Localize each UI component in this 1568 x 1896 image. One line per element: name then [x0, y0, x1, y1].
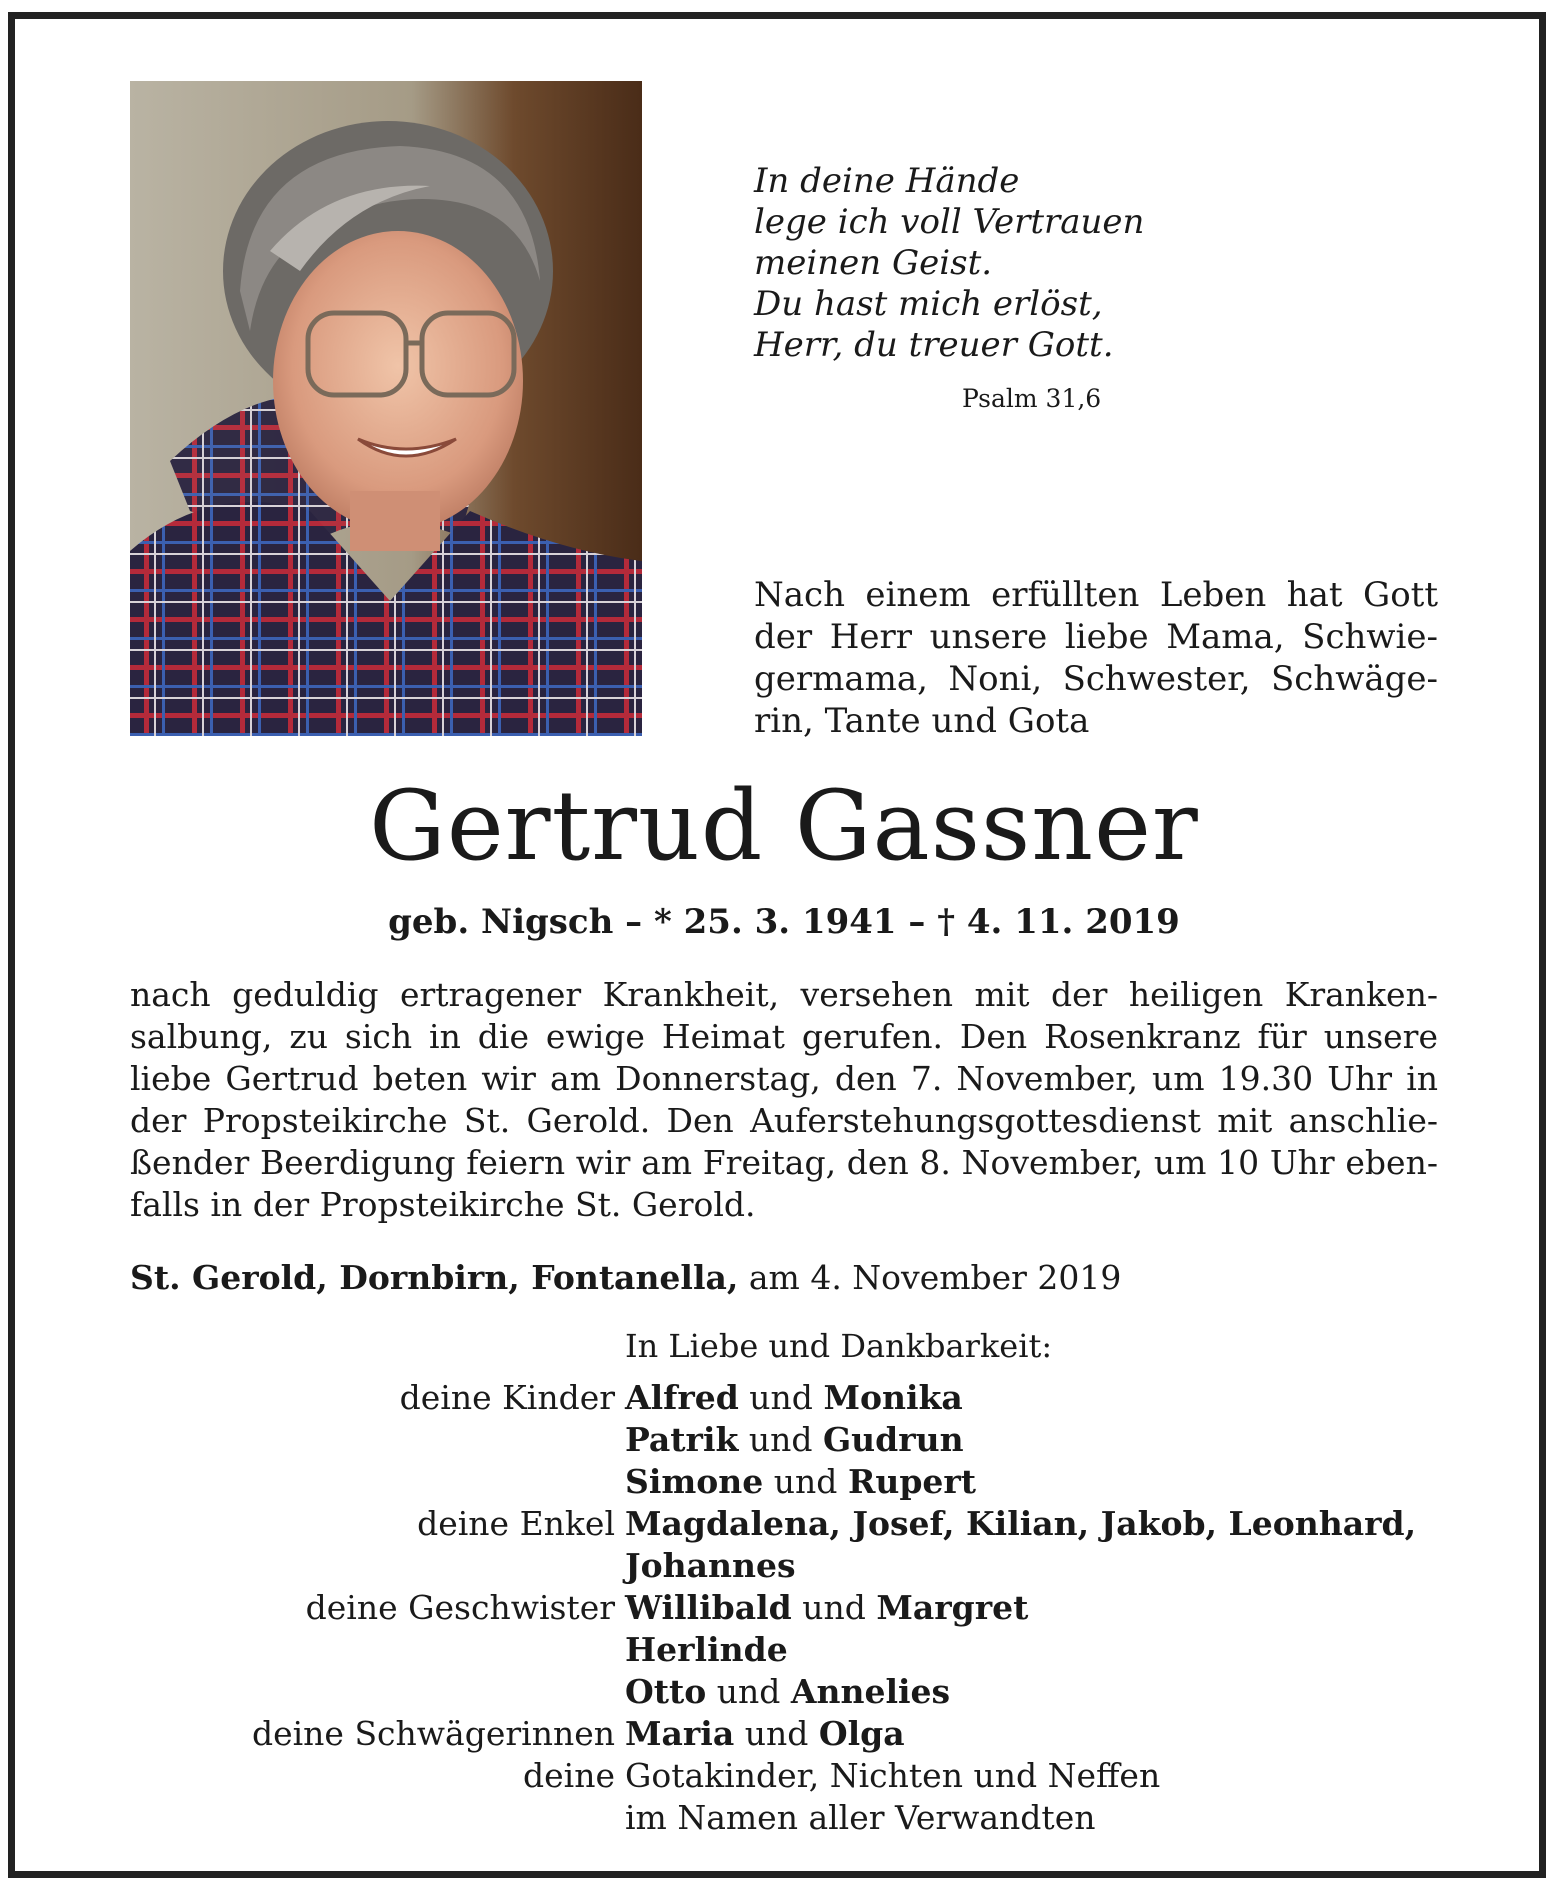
sig-name: Johannes [625, 1546, 796, 1585]
quote-line: lege ich voll Vertrauen [754, 202, 1145, 242]
sig-name: Rupert [847, 1462, 977, 1501]
sig-name: Herlinde [625, 1630, 788, 1669]
body-line: liebe Gertrud beten wir am Donnerstag, den 7. November, um 19.30 Uhr in [130, 1059, 1438, 1098]
sig-names: im Namen aller Verwandten [625, 1798, 1096, 1837]
intro-line: der Herr unsere liebe Mama, Schwie- [754, 617, 1438, 657]
sig-name: Olga [818, 1714, 905, 1753]
sig-names [625, 1671, 950, 1713]
intro-text [754, 574, 1438, 742]
sig-names [625, 1503, 1416, 1545]
sig-label: deine Schwägerinnen [251, 1714, 615, 1753]
sig-name: Annelies [790, 1672, 951, 1711]
sig-row [130, 1461, 1440, 1503]
body-line: ßender Beerdigung feiern wir am Freitag, den 8. November, um 10 Uhr eben- [130, 1143, 1438, 1182]
sig-name: Magdalena, Josef, Kilian, Jakob, Leonhard, [625, 1504, 1417, 1543]
sig-conj: und [716, 1672, 781, 1711]
sig-names [625, 1587, 1028, 1629]
sig-names [625, 1461, 976, 1503]
sig-row [130, 1545, 1440, 1587]
sig-names [625, 1545, 796, 1587]
sig-names: Gotakinder, Nichten und Neffen [625, 1756, 1161, 1795]
quote-line: Du hast mich erlöst, [754, 284, 1103, 324]
place-date-text: am 4. November 2019 [748, 1258, 1122, 1297]
signatures [130, 1377, 1440, 1839]
body-line: der Propsteikirche St. Gerold. Den Auferstehungsgottesdienst mit anschlie- [130, 1101, 1438, 1140]
sig-label: deine Kinder [399, 1378, 615, 1417]
sig-row [130, 1419, 1440, 1461]
sig-label-empty [130, 1419, 625, 1461]
quote-line: Herr, du treuer Gott. [754, 325, 1114, 365]
sig-row-enkel [130, 1503, 1440, 1545]
place-locations: St. Gerold, Dornbirn, Fontanella, [130, 1258, 739, 1297]
sig-name: Willibald [625, 1588, 792, 1627]
sig-conj: und [744, 1714, 809, 1753]
sig-label-empty [130, 1461, 625, 1503]
sig-conj: und [748, 1420, 813, 1459]
sig-names [625, 1419, 964, 1461]
sig-names [625, 1713, 905, 1755]
sig-row [130, 1797, 1440, 1839]
body-line: nach geduldig ertragener Krankheit, versehen mit der heiligen Kranken- [130, 975, 1438, 1014]
sig-label: deine Geschwister [305, 1588, 615, 1627]
announcement-text [130, 974, 1438, 1226]
psalm-quote [754, 161, 1144, 366]
sig-name: Gudrun [822, 1420, 964, 1459]
intro-line: Nach einem erfüllten Leben hat Gott [754, 575, 1438, 615]
sig-row-deine [130, 1755, 1440, 1797]
sig-conj: und [749, 1378, 813, 1417]
sig-row-kinder [130, 1377, 1440, 1419]
sig-name: Simone [625, 1462, 764, 1501]
body-line: falls in der Propsteikirche St. Gerold. [130, 1185, 756, 1224]
sig-name: Monika [823, 1378, 963, 1417]
sig-conj: und [773, 1462, 838, 1501]
closing-phrase: In Liebe und Dankbarkeit: [625, 1327, 1053, 1365]
portrait-photo [130, 81, 642, 736]
body-line: salbung, zu sich in die ewige Heimat gerufen. Den Rosenkranz für unsere [130, 1017, 1438, 1056]
sig-name: Alfred [625, 1378, 739, 1417]
quote-source: Psalm 31,6 [962, 384, 1102, 413]
sig-names [625, 1629, 788, 1671]
sig-label-empty [130, 1797, 625, 1839]
sig-row-geschwister [130, 1587, 1440, 1629]
intro-line: rin, Tante und Gota [754, 701, 1090, 741]
sig-label: deine Enkel [417, 1504, 615, 1543]
sig-label-empty [130, 1545, 625, 1587]
sig-label-empty [130, 1671, 625, 1713]
deceased-name: Gertrud Gassner [369, 770, 1199, 882]
sig-conj: und [802, 1588, 866, 1627]
sig-names [625, 1377, 963, 1419]
quote-line: In deine Hände [754, 161, 1020, 201]
sig-label: deine [523, 1756, 615, 1795]
sig-row [130, 1629, 1440, 1671]
sig-name: Patrik [625, 1420, 739, 1459]
sig-label-empty [130, 1629, 625, 1671]
sig-row [130, 1671, 1440, 1713]
place-date [130, 1258, 1121, 1297]
lifespan: geb. Nigsch – * 25. 3. 1941 – † 4. 11. 2019 [388, 902, 1180, 942]
intro-line: germama, Noni, Schwester, Schwäge- [754, 659, 1438, 699]
sig-name: Maria [625, 1714, 735, 1753]
sig-name: Margret [876, 1588, 1029, 1627]
quote-line: meinen Geist. [754, 243, 993, 283]
sig-row-schwaegerinnen [130, 1713, 1440, 1755]
sig-name: Otto [625, 1672, 707, 1711]
